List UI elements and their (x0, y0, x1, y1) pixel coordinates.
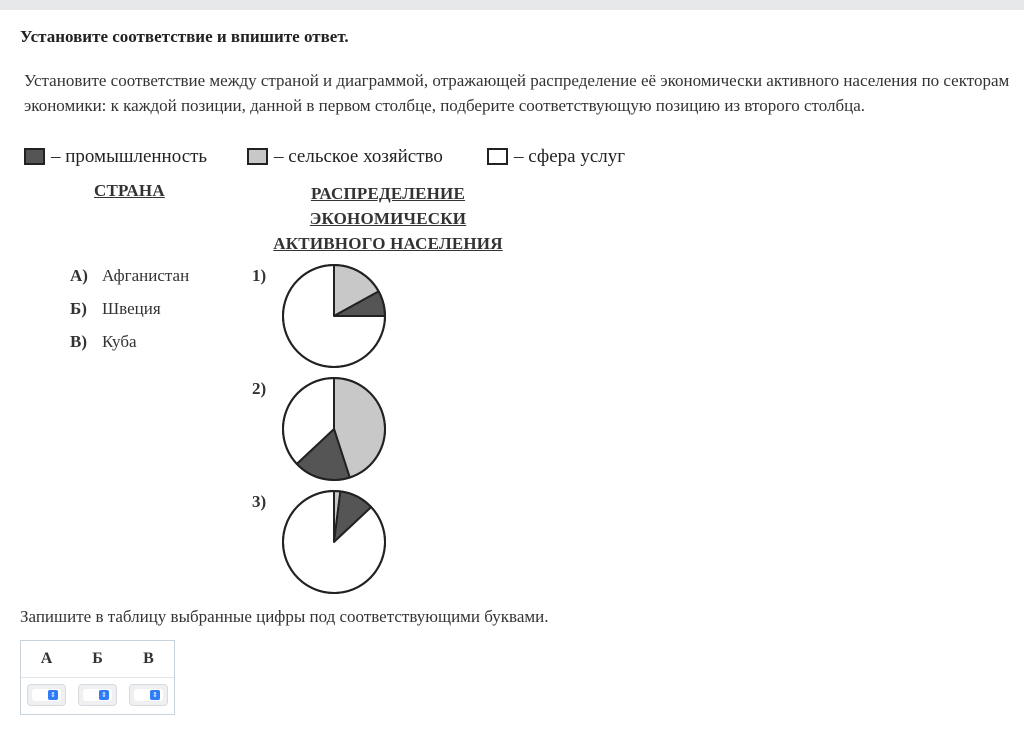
answer-column-b (72, 641, 123, 714)
legend-item-industry (24, 146, 207, 168)
task-header: Установите соответствие и впишите ответ. (20, 27, 349, 46)
legend-label-agriculture: – сельское хозяйство (274, 146, 443, 167)
pie-chart-1 (280, 262, 388, 370)
legend-label-services: – сфера услуг (514, 146, 626, 167)
distribution-header-line3: АКТИВНОГО НАСЕЛЕНИЯ (273, 234, 503, 253)
answer-select-a[interactable] (27, 684, 66, 706)
answer-column-a (21, 641, 72, 714)
country-row-b (70, 299, 161, 319)
country-letter: В) (70, 332, 87, 351)
answer-select-b[interactable] (78, 684, 117, 706)
top-bar (0, 0, 1024, 10)
select-field (32, 689, 61, 701)
country-letter: Б) (70, 299, 87, 318)
pie-chart-3 (280, 488, 388, 596)
diagram-number-1: 1) (252, 266, 267, 285)
country-column-header: СТРАНА (94, 181, 165, 200)
answer-letter-b: Б (92, 650, 103, 667)
country-row-a (70, 266, 189, 286)
updown-arrows-icon: ⇕ (48, 690, 58, 700)
answer-letter-a: А (40, 650, 53, 667)
select-field (83, 689, 112, 701)
country-name: Афганистан (102, 266, 190, 285)
updown-arrows-icon: ⇕ (99, 690, 109, 700)
distribution-header-line1: РАСПРЕДЕЛЕНИЕ (310, 184, 466, 203)
legend-swatch-services (487, 148, 508, 165)
legend-swatch-agriculture (247, 148, 268, 165)
select-field (134, 689, 163, 701)
answer-select-v[interactable] (129, 684, 168, 706)
distribution-column-header (262, 181, 514, 256)
country-row-v (70, 332, 137, 352)
distribution-header-line2: ЭКОНОМИЧЕСКИ (309, 209, 467, 228)
task-text: Установите соответствие между страной и диаграммой, отражающей распределение её экономически активного населения по секторам экономики: к каждой позиции, данной в первом столбце, подберите соответствующую позицию из второго столбца. (24, 71, 1010, 115)
legend-swatch-industry (24, 148, 45, 165)
legend-label-industry: – промышленность (51, 146, 208, 167)
answer-column-v (123, 641, 174, 714)
diagram-number-3: 3) (252, 492, 267, 511)
country-letter: А) (70, 266, 88, 285)
updown-arrows-icon: ⇕ (150, 690, 160, 700)
diagram-number-2: 2) (252, 379, 267, 398)
legend-item-agriculture (247, 146, 443, 168)
legend-item-services (487, 146, 625, 168)
country-name: Куба (102, 332, 137, 351)
country-name: Швеция (102, 299, 161, 318)
instruction-text: Запишите в таблицу выбранные цифры под соответствующими буквами. (20, 607, 549, 626)
answer-letter-v: В (143, 650, 154, 667)
pie-chart-2 (280, 375, 388, 483)
answer-table (20, 640, 175, 715)
